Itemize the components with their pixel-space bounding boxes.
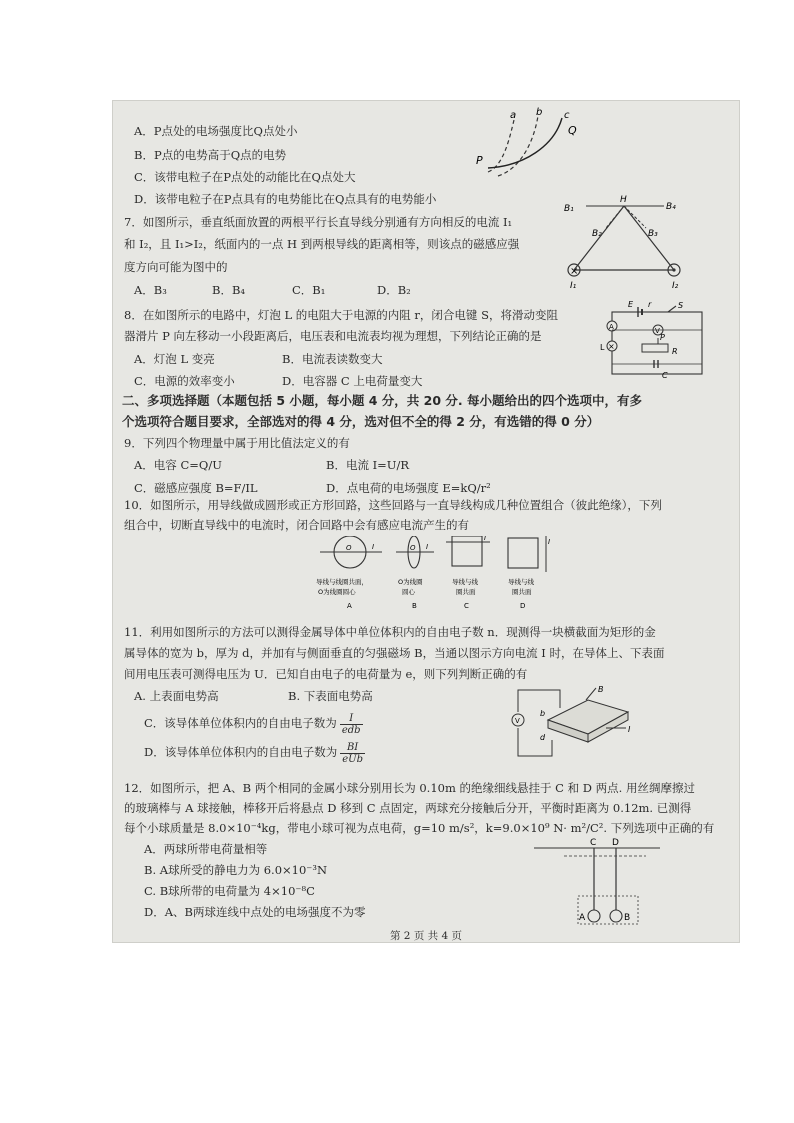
q11-option-c <box>144 708 363 738</box>
q7-option-b: B．B₄ <box>212 283 246 297</box>
page-footer: 第 2 页 共 4 页 <box>389 930 463 942</box>
q12-stem-line3: 每个小球质量是 8.0×10⁻⁴kg，带电小球可视为点电荷，g=10 m/s²，k=9.0×10⁹ N· m²/C². 下列选项中正确的有 <box>124 821 715 835</box>
q6-option-c: C．该带电粒子在P点处的动能比在Q点处大 <box>134 170 356 184</box>
q12-option-b: B. A球所受的静电力为 6.0×10⁻³N <box>144 863 328 877</box>
q9-option-d: D．点电荷的电场强度 E=kQ/r² <box>326 481 491 495</box>
q10-b-caption1: O为线圈 <box>398 578 423 586</box>
q12-label-d: D <box>612 838 619 848</box>
q7-label-b1: B₁ <box>564 204 574 214</box>
q6-label-c: c <box>564 110 570 121</box>
q9-stem: 9．下列四个物理量中属于用比值法定义的有 <box>124 436 350 450</box>
q11-option-d-fraction <box>340 742 365 765</box>
q7-option-c: C．B₁ <box>292 283 326 297</box>
q8-voltmeter-label: V <box>655 327 660 335</box>
q10-b-caption2: 圆心 <box>402 588 415 596</box>
q8-label-p: P <box>660 333 665 342</box>
q11-stem-line3: 间用电压表可测得电压为 U．已知自由电子的电荷量为 e，则下列判断正确的有 <box>124 667 528 681</box>
q11-option-c-text: C．该导体单位体积内的自由电子数为 <box>144 716 337 730</box>
q11-d-numerator: BI <box>340 742 365 754</box>
q11-c-numerator: I <box>340 713 363 725</box>
q11-option-a: A. 上表面电势高 <box>134 689 219 703</box>
q10-c-caption1: 导线与线 <box>452 578 478 586</box>
exam-page <box>112 100 740 943</box>
q7-label-i2: I₂ <box>672 281 679 291</box>
q8-label-r: r <box>648 300 652 309</box>
q11-d-denominator: eUb <box>342 753 363 765</box>
q8-label-s: S <box>678 301 684 310</box>
q7-label-b4: B₄ <box>666 202 676 212</box>
q7-label-h: H <box>620 195 627 205</box>
q10-stem-line1: 10．如图所示，用导线做成圆形或正方形回路，这些回路与一直导线构成几种位置组合（彼此绝缘），下列 <box>124 498 662 512</box>
q11-option-d-text: D．该导体单位体积内的自由电子数为 <box>144 745 338 759</box>
q6-option-d: D．该带电粒子在P点具有的电势能比在Q点具有的电势能小 <box>134 192 437 206</box>
q6-option-b: B．P点的电势高于Q点的电势 <box>134 148 287 162</box>
q7-stem-line1: 7．如图所示，垂直纸面放置的两根平行长直导线分别通有方向相反的电流 I₁ <box>124 215 513 229</box>
q7-label-b3: B₃ <box>648 229 658 239</box>
q8-option-a: A．灯泡 L 变亮 <box>134 352 215 366</box>
q11-stem-line1: 11．利用如图所示的方法可以测得金属导体中单位体积内的自由电子数 n．现测得一块横截面为矩形的金 <box>124 625 656 639</box>
q11-label-d: d <box>540 733 546 742</box>
section2-header-line2: 个选项符合题目要求，全部选对的得 4 分，选对但不全的得 2 分，有选错的得 0 分） <box>122 414 600 429</box>
q8-option-c: C．电源的效率变小 <box>134 374 235 388</box>
q11-option-d <box>144 737 365 767</box>
q8-label-l: L <box>600 343 605 352</box>
q11-voltmeter-label: V <box>515 717 520 725</box>
q8-label-e: E <box>628 300 634 309</box>
q8-stem-line2: 器滑片 P 向左移动一小段距离后，电压表和电流表均视为理想，下列结论正确的是 <box>124 329 542 343</box>
q8-label-rr: R <box>672 347 678 356</box>
q10-b-i: I <box>426 543 429 551</box>
q12-stem-line2: 的玻璃棒与 A 球接触，棒移开后将悬点 D 移到 C 点固定，两球充分接触后分开，平衡时距离为 0.12m. 已测得 <box>124 801 692 815</box>
q11-option-b: B. 下表面电势高 <box>288 689 373 703</box>
q11-c-denominator: edb <box>341 724 361 736</box>
q10-a-o: O <box>346 544 352 552</box>
q7-label-i1: I₁ <box>570 281 577 291</box>
q6-label-a: a <box>510 110 517 121</box>
svg-text:×: × <box>570 266 579 277</box>
q11-label-b: b <box>540 709 546 718</box>
q10-d-caption1: 导线与线 <box>508 578 534 586</box>
q9-option-a: A．电容 C=Q/U <box>134 458 222 472</box>
q10-c-i: I <box>484 536 487 542</box>
q9-option-b: B．电流 I=U/R <box>326 458 410 472</box>
q12-label-c: C <box>590 838 597 848</box>
q8-ammeter-label: A <box>609 323 614 331</box>
q10-c-letter: C <box>464 602 469 610</box>
q8-option-d: D．电容器 C 上电荷量变大 <box>282 374 423 388</box>
q7-option-d: D．B₂ <box>377 283 411 297</box>
q11-stem-line2: 属导体的宽为 b，厚为 d，并加有与侧面垂直的匀强磁场 B，当通以图示方向电流 I 时，在导体上、下表面 <box>124 646 665 660</box>
section2-header-line1: 二、多项选择题（本题包括 5 小题，每小题 4 分，共 20 分. 每小题给出的四个选项中，有多 <box>122 393 643 408</box>
q10-d-caption2: 圈共面 <box>512 588 532 596</box>
q12-label-a: A <box>579 913 586 923</box>
q12-option-a: A．两球所带电荷量相等 <box>144 842 268 856</box>
q7-label-b2: B₂ <box>592 229 602 239</box>
q7-option-a: A．B₃ <box>134 283 167 297</box>
q12-stem-line1: 12．如图所示，把 A、B 两个相同的金属小球分别用长为 0.10m 的绝缘细线悬挂于 C 和 D 两点. 用丝绸摩擦过 <box>124 781 695 795</box>
q6-label-p: P <box>476 154 483 167</box>
q7-stem-line3: 度方向可能为图中的 <box>124 260 228 274</box>
q12-pendulum-figure <box>528 834 668 926</box>
q6-label-b: b <box>536 107 543 118</box>
q6-label-q: Q <box>568 124 577 137</box>
q10-a-caption1: 导线与线圈共面， <box>316 578 368 586</box>
q7-stem-line2: 和 I₂，且 I₁>I₂，纸面内的一点 H 到两根导线的距离相等，则该点的磁感应强 <box>124 237 520 251</box>
q10-loop-figures <box>312 536 562 626</box>
q10-a-caption2: O为线圈圆心 <box>318 588 356 596</box>
q8-circuit-figure <box>598 298 710 382</box>
q10-b-letter: B <box>412 602 417 610</box>
q12-label-b: B <box>624 913 631 923</box>
q10-b-o: O <box>410 544 416 552</box>
q12-option-c: C. B球所带的电荷量为 4×10⁻⁸C <box>144 884 315 898</box>
q6-option-a: A．P点处的电场强度比Q点处小 <box>134 124 298 138</box>
q8-label-c: C <box>662 371 668 380</box>
q10-d-i: I <box>548 538 551 546</box>
q10-stem-line2: 组合中，切断直导线中的电流时，闭合回路中会有感应电流产生的有 <box>124 518 469 532</box>
q8-stem-line1: 8．在如图所示的电路中，灯泡 L 的电阻大于电源的内阻 r，闭合电键 S，将滑动变阻 <box>124 308 558 322</box>
svg-text:×: × <box>608 342 615 351</box>
q10-a-i: I <box>372 543 375 551</box>
q6-field-line-figure <box>474 106 589 178</box>
q7-wire-figure <box>560 192 700 292</box>
q10-c-caption2: 圈共面 <box>456 588 476 596</box>
q11-hall-figure <box>504 682 644 764</box>
q11-label-i: I <box>628 725 631 734</box>
q12-option-d: D．A、B两球连线中点处的电场强度不为零 <box>144 905 366 919</box>
q9-option-c: C．磁感应强度 B=F/IL <box>134 481 258 495</box>
q11-option-c-fraction <box>340 713 363 736</box>
q11-label-b-field: B <box>598 685 604 694</box>
q10-d-letter: D <box>520 602 526 610</box>
q10-a-letter: A <box>347 602 352 610</box>
q8-option-b: B．电流表读数变大 <box>282 352 383 366</box>
